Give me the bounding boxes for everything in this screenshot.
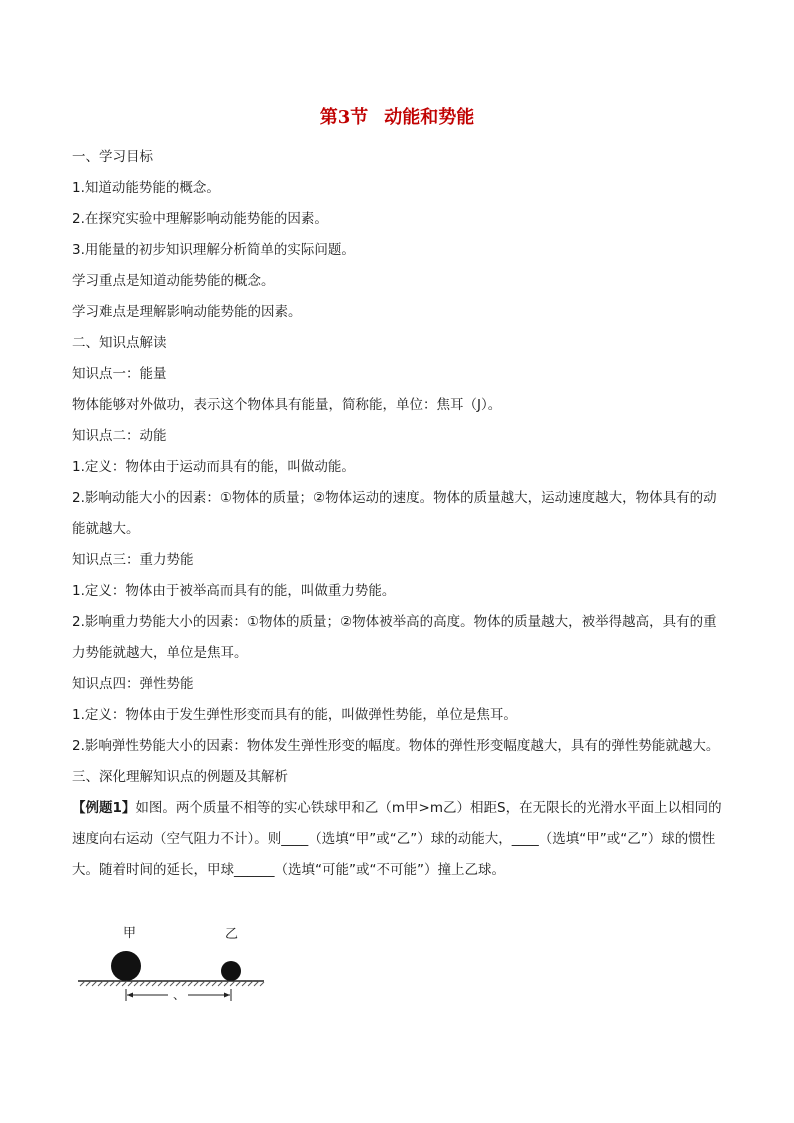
section-topic: 动能和势能 [384, 107, 475, 128]
ball-figure [76, 920, 266, 1005]
difficult-point: 学习难点是理解影响动能势能的因素。 [72, 304, 302, 320]
heading-examples: 三、深化理解知识点的例题及其解析 [72, 769, 288, 785]
knowledge-3-def: 1.定义：物体由于被举高而具有的能，叫做重力势能。 [72, 583, 396, 599]
knowledge-3-title: 知识点三：重力势能 [72, 552, 194, 568]
label-ball-b: 乙 [225, 927, 239, 942]
example-text: 如图。两个质量不相等的实心铁球甲和乙（m甲>m乙）相距S，在无限长的光滑水平面上以相同的速度向右运动（空气阻力不计）。则____（选填“甲”或“乙”）球的动能大，____（选填“甲”或“乙”）球的惯性大。随着时间的延长，甲球______（选填“可能”或“不可能”）撞上乙球。 [72, 800, 722, 878]
knowledge-1-title: 知识点一：能量 [72, 366, 167, 382]
example-label: 【例题1】 [72, 800, 136, 816]
knowledge-2-def: 1.定义：物体由于运动而具有的能，叫做动能。 [72, 459, 355, 475]
knowledge-4-title: 知识点四：弹性势能 [72, 676, 194, 692]
knowledge-4-factors: 2.影响弹性势能大小的因素：物体发生弹性形变的幅度。物体的弹性形变幅度越大，具有的弹性势能就越大。 [72, 738, 720, 754]
objective-3: 3.用能量的初步知识理解分析简单的实际问题。 [72, 242, 355, 258]
ball-diagram [76, 920, 266, 1005]
page-title [0, 103, 794, 129]
distance-marker [126, 988, 231, 1002]
distance-label: 、 [173, 988, 186, 1002]
ball-b [221, 961, 241, 981]
label-ball-a: 甲 [123, 926, 137, 941]
objective-2: 2.在探究实验中理解影响动能势能的因素。 [72, 211, 328, 227]
example-1 [72, 793, 722, 886]
knowledge-3-factors: 2.影响重力势能大小的因素：①物体的质量；②物体被举高的高度。物体的质量越大，被举得越高，具有的重力势能就越大，单位是焦耳。 [72, 614, 717, 661]
knowledge-2-factors: 2.影响动能大小的因素：①物体的质量；②物体运动的速度。物体的质量越大，运动速度越大，物体具有的动能就越大。 [72, 490, 717, 537]
knowledge-4-def: 1.定义：物体由于发生弹性形变而具有的能，叫做弹性势能，单位是焦耳。 [72, 707, 517, 723]
heading-objectives: 一、学习目标 [72, 149, 153, 165]
ball-a [111, 951, 141, 981]
section-number: 第3节 [319, 107, 369, 128]
document-body [72, 142, 722, 886]
objective-1: 1.知道动能势能的概念。 [72, 180, 220, 196]
knowledge-2-title: 知识点二：动能 [72, 428, 167, 444]
knowledge-1-text: 物体能够对外做功，表示这个物体具有能量，简称能，单位：焦耳（J）。 [72, 397, 502, 413]
heading-knowledge: 二、知识点解读 [72, 335, 167, 351]
key-point: 学习重点是知道动能势能的概念。 [72, 273, 275, 289]
